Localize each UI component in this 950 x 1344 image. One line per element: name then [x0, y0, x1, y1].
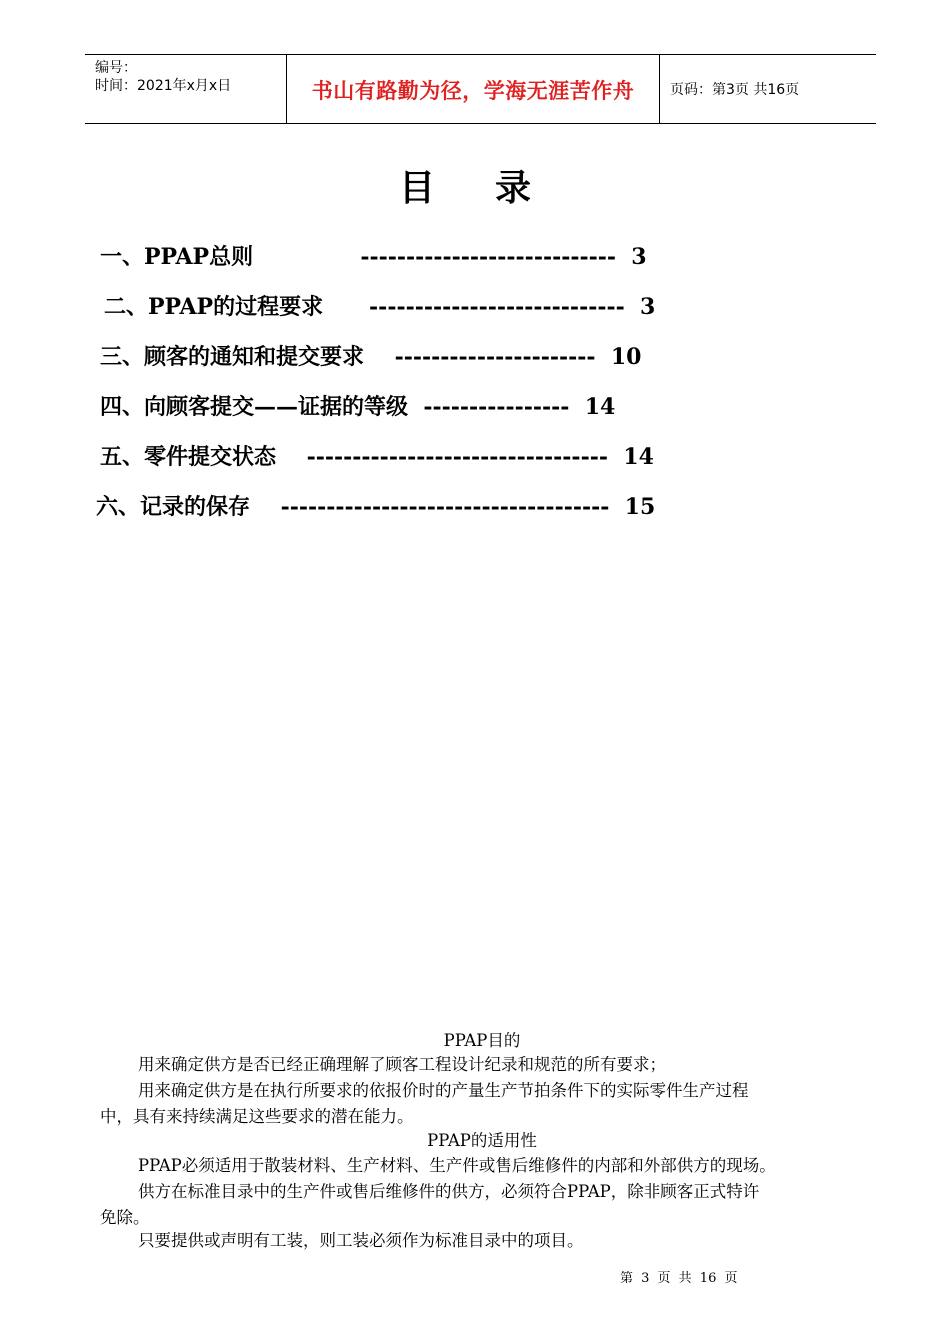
applicability-paragraph-2-line-1: 供方在标准目录中的生产件或售后维修件的供方，必须符合PPAP，除非顾客正式特许	[138, 1182, 760, 1201]
purpose-heading: PPAP目的	[443, 1031, 521, 1050]
applicability-paragraph-3: 只要提供或声明有工装，则工装必须作为标准目录中的项目。	[138, 1231, 584, 1250]
header-table	[85, 54, 876, 124]
header-motto: 书山有路勤为径，学海无涯苦作舟	[311, 79, 635, 103]
purpose-paragraph-1: 用来确定供方是否已经正确理解了顾客工程设计纪录和规范的所有要求；	[138, 1055, 666, 1074]
header-meta-cell	[85, 55, 287, 123]
header-motto-cell	[287, 55, 660, 123]
toc-item: 六、记录的保存 ------------------------------------ 15	[96, 494, 656, 520]
applicability-heading: PPAP的适用性	[427, 1131, 537, 1150]
document-time-label: 时间：2021年x月x日	[95, 78, 232, 94]
toc-item: 四、向顾客提交——证据的等级 ---------------- 14	[100, 394, 616, 420]
toc-item: 五、零件提交状态 --------------------------------- 14	[100, 444, 654, 470]
page-footer: 第 3 页 共 16 页	[620, 1271, 738, 1286]
toc-title: 目录	[398, 168, 591, 209]
purpose-paragraph-2-line-2: 中，具有来持续满足这些要求的潜在能力。	[100, 1107, 414, 1126]
toc-item: 三、顾客的通知和提交要求 ---------------------- 10	[100, 344, 642, 370]
purpose-paragraph-2-line-1: 用来确定供方是在执行所要求的依报价时的产量生产节拍条件下的实际零件生产过程	[138, 1081, 749, 1100]
toc-item: 二、PPAP的过程要求 ---------------------------- 3	[104, 294, 656, 320]
applicability-paragraph-1: PPAP必须适用于散装材料、生产材料、生产件或售后维修件的内部和外部供方的现场。	[138, 1156, 776, 1175]
header-page-number: 页码：第3页 共16页	[670, 82, 800, 98]
document-number-label: 编号：	[95, 60, 137, 76]
header-page-cell	[660, 55, 876, 123]
applicability-paragraph-2-line-2: 免除。	[100, 1208, 150, 1227]
toc-item: 一、PPAP总则 ---------------------------- 3	[100, 244, 647, 270]
